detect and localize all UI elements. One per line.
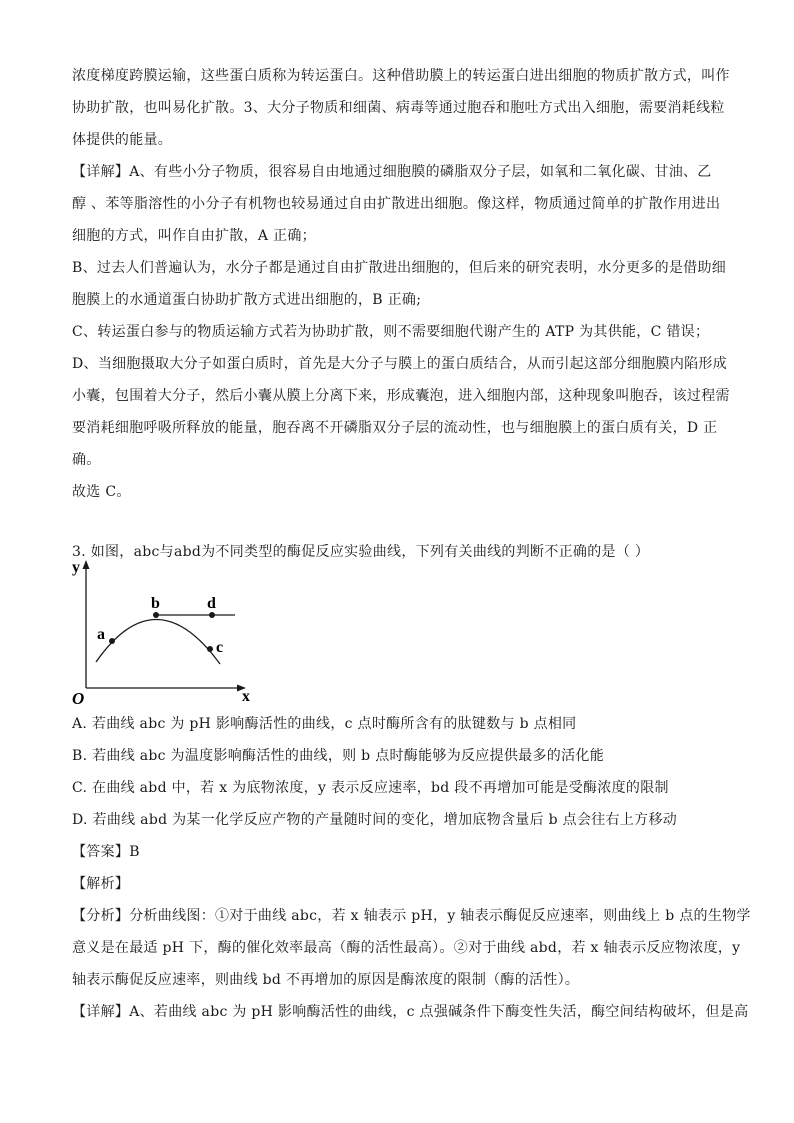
point-b-marker: [153, 612, 159, 618]
y-axis-label: y: [72, 559, 80, 576]
question-stem: 3. 如图，abc与abd为不同类型的酶促反应实验曲线，下列有关曲线的判断不正确的是（ ）: [72, 544, 650, 560]
point-c-marker: [207, 646, 213, 652]
answer-line: 【答案】B: [72, 844, 140, 860]
text-line: 细胞的方式，叫作自由扩散，A 正确；: [72, 228, 316, 244]
text-line: D、当细胞摄取大分子如蛋白质时，首先是大分子与膜上的蛋白质结合，从而引起这部分细胞膜内陷形成: [72, 356, 728, 372]
text-line: 要消耗细胞呼吸所释放的能量，胞吞离不开磷脂双分子层的流动性，也与细胞膜上的蛋白质有关，D 正: [72, 420, 718, 436]
point-d-label: d: [207, 595, 216, 612]
option-b: B. 若曲线 abc 为温度影响酶活性的曲线，则 b 点时酶能够为反应提供最多的活化能: [72, 748, 604, 764]
text-line: 浓度梯度跨膜运输，这些蛋白质称为转运蛋白。这种借助膜上的转运蛋白进出细胞的物质扩散方式，叫作: [72, 68, 730, 84]
point-a-label: a: [97, 626, 105, 643]
y-axis-arrow: [83, 560, 90, 569]
analysis-line: 意义是在最适 pH 下，酶的催化效率最高（酶的活性最高）。②对于曲线 abd，若 x 轴表示反应物浓度，y: [72, 940, 741, 956]
text-line: 醇 、苯等脂溶性的小分子有机物也较易通过自由扩散进出细胞。像这样，物质通过简单的扩散作用进出: [72, 196, 721, 212]
point-b-label: b: [151, 595, 160, 612]
text-line: 确。: [72, 452, 101, 468]
option-d: D. 若曲线 abd 为某一化学反应产物的产量随时间的变化，增加底物含量后 b 点会往右上方移动: [72, 812, 678, 828]
text-line: 体提供的能量。: [72, 132, 173, 148]
text-line: 小囊，包围着大分子，然后小囊从膜上分离下来，形成囊泡，进入细胞内部，这种现象叫胞吞，该过程需: [72, 388, 730, 404]
text-line: 胞膜上的水通道蛋白协助扩散方式进出细胞的，B 正确;: [72, 292, 422, 308]
enzyme-curve-figure: [68, 556, 258, 706]
text-line: 故选 C。: [72, 484, 131, 500]
point-a-marker: [109, 638, 115, 644]
text-line: 协助扩散，也叫易化扩散。3、大分子物质和细菌、病毒等通过胞吞和胞吐方式出入细胞，需要消耗线粒: [72, 100, 725, 116]
text-line: 【详解】A、有些小分子物质，很容易自由地通过细胞膜的磷脂双分子层，如氧和二氧化碳、甘油、乙: [72, 164, 712, 180]
option-a: A. 若曲线 abc 为 pH 影响酶活性的曲线，c 点时酶所含有的肽键数与 b 点相同: [72, 716, 577, 732]
analysis-line: 【详解】A、若曲线 abc 为 pH 影响酶活性的曲线，c 点强碱条件下酶变性失活，酶空间结构破坏，但是高: [72, 1004, 749, 1020]
analysis-line: 轴表示酶促反应速率，则曲线 bd 不再增加的原因是酶浓度的限制（酶的活性）。: [72, 972, 580, 988]
analysis-line: 【分析】分析曲线图：①对于曲线 abc，若 x 轴表示 pH，y 轴表示酶促反应速率，则曲线上 b 点的生物学: [72, 908, 751, 924]
x-axis-label: x: [242, 688, 250, 705]
analysis-heading: 【解析】: [72, 876, 130, 892]
point-c-label: c: [216, 639, 224, 656]
text-line: B、过去人们普遍认为，水分子都是通过自由扩散进出细胞的，但后来的研究表明，水分更多的是借助细: [72, 260, 727, 276]
origin-label: O: [72, 689, 85, 706]
option-c: C. 在曲线 abd 中，若 x 为底物浓度，y 表示反应速率，bd 段不再增加可能是受酶浓度的限制: [72, 780, 669, 796]
point-d-marker: [209, 612, 215, 618]
text-line: C、转运蛋白参与的物质运输方式若为协助扩散，则不需要细胞代谢产生的 ATP 为其供能，C 错误；: [72, 324, 710, 340]
